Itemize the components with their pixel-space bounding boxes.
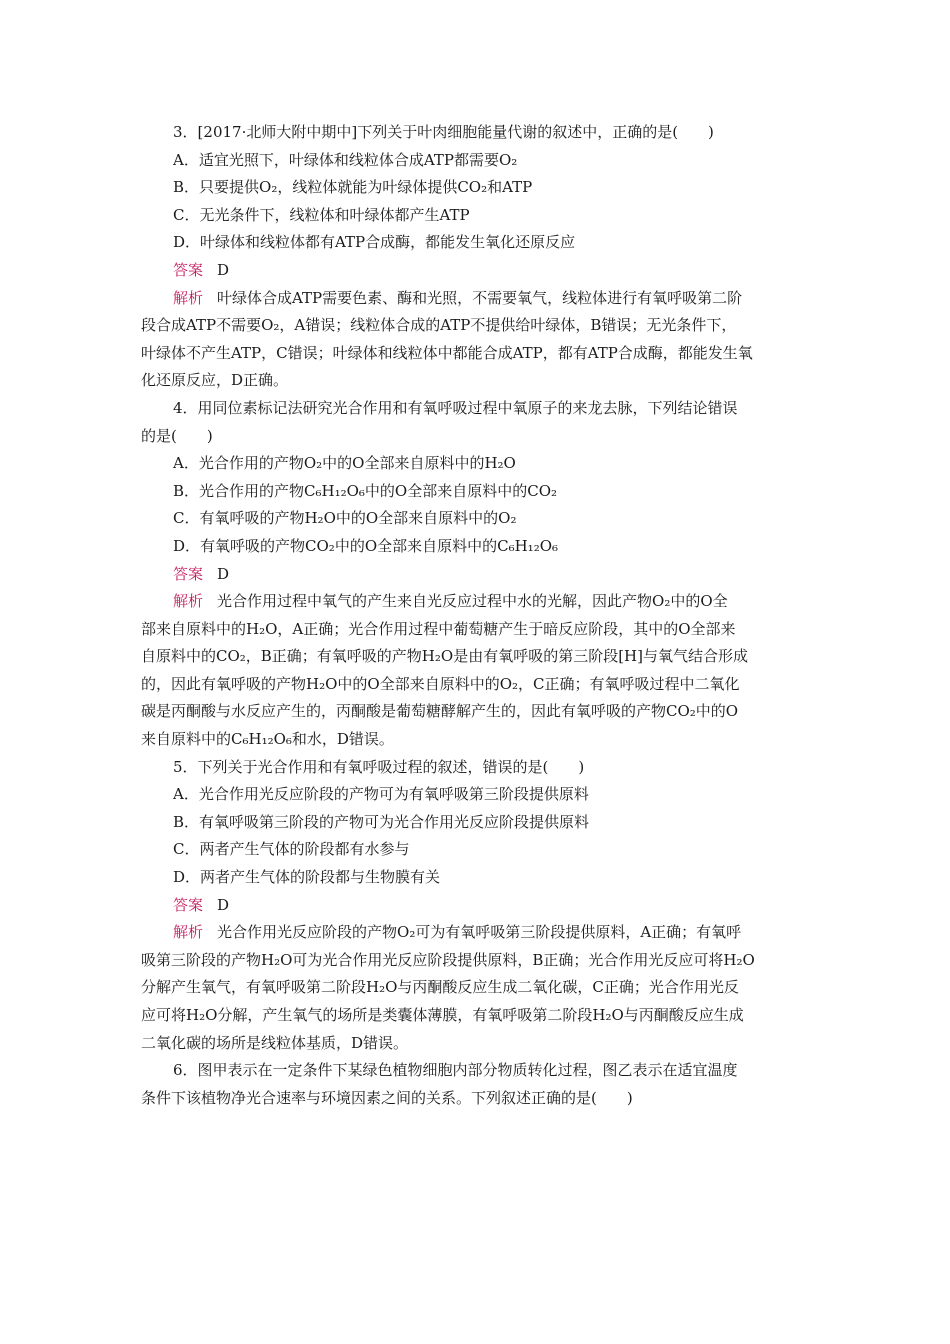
option-d: D．有氧呼吸的产物CO₂中的O全部来自原料中的C₆H₁₂O₆ xyxy=(173,536,559,555)
answer-line xyxy=(141,257,811,285)
answer-value: D xyxy=(217,895,230,914)
page-content xyxy=(141,119,811,1112)
question-3 xyxy=(141,119,811,395)
analysis-text: 化还原反应，D正确。 xyxy=(141,371,289,390)
analysis-text: 自原料中的CO₂，B正确；有氧呼吸的产物H₂O是由有氧呼吸的第三阶段[H]与氧气结合形成 xyxy=(141,647,748,666)
answer-label: 答案 xyxy=(173,260,204,279)
option-a: A．光合作用的产物O₂中的O全部来自原料中的H₂O xyxy=(173,454,516,473)
analysis-line xyxy=(141,285,811,313)
question-stem: 的是( ) xyxy=(141,426,213,445)
analysis-label: 解析 xyxy=(173,923,204,942)
question-stem: 4．用同位素标记法研究光合作用和有氧呼吸过程中氧原子的来龙去脉，下列结论错误 xyxy=(173,398,738,417)
question-stem: 条件下该植物净光合速率与环境因素之间的关系。下列叙述正确的是( ) xyxy=(141,1088,633,1107)
option-c: C．两者产生气体的阶段都有水参与 xyxy=(173,840,410,859)
analysis-text: 二氧化碳的场所是线粒体基质，D错误。 xyxy=(141,1033,409,1052)
option-a: A．适宜光照下，叶绿体和线粒体合成ATP都需要O₂ xyxy=(173,150,518,169)
option-b: B．有氧呼吸第三阶段的产物可为光合作用光反应阶段提供原料 xyxy=(173,812,590,831)
option-d: D．两者产生气体的阶段都与生物膜有关 xyxy=(173,868,441,887)
question-stem: 6．图甲表示在一定条件下某绿色植物细胞内部分物质转化过程，图乙表示在适宜温度 xyxy=(173,1061,738,1080)
analysis-text: 应可将H₂O分解，产生氧气的场所是类囊体薄膜，有氧呼吸第二阶段H₂O与丙酮酸反应生成 xyxy=(141,1006,744,1024)
question-stem: 3．[2017·北师大附中期中]下列关于叶肉细胞能量代谢的叙述中，正确的是( ) xyxy=(173,123,714,141)
analysis-text: 光合作用光反应阶段的产物O₂可为有氧呼吸第三阶段提供原料，A正确；有氧呼 xyxy=(217,923,742,942)
answer-line xyxy=(141,561,811,589)
question-6 xyxy=(141,1057,811,1112)
answer-line xyxy=(141,892,811,920)
analysis-text: 碳是丙酮酸与水反应产生的，丙酮酸是葡萄糖酵解产生的，因此有氧呼吸的产物CO₂中的O xyxy=(141,702,739,721)
analysis-text: 的，因此有氧呼吸的产物H₂O中的O全部来自原料中的O₂，C正确；有氧呼吸过程中二氧化 xyxy=(141,674,740,693)
analysis-text: 叶绿体不产生ATP，C错误；叶绿体和线粒体中都能合成ATP，都有ATP合成酶，都能发生氧 xyxy=(141,343,753,362)
analysis-text: 段合成ATP不需要O₂，A错误；线粒体合成的ATP不提供给叶绿体，B错误；无光条件下， xyxy=(141,316,737,335)
answer-value: D xyxy=(217,564,230,583)
option-b: B．只要提供O₂，线粒体就能为叶绿体提供CO₂和ATP xyxy=(173,178,533,197)
analysis-line xyxy=(141,919,811,947)
analysis-line xyxy=(141,588,811,616)
option-b: B．光合作用的产物C₆H₁₂O₆中的O全部来自原料中的CO₂ xyxy=(173,481,558,500)
option-d: D．叶绿体和线粒体都有ATP合成酶，都能发生氧化还原反应 xyxy=(173,233,576,252)
option-c: C．有氧呼吸的产物H₂O中的O全部来自原料中的O₂ xyxy=(173,509,517,528)
question-5 xyxy=(141,754,811,1058)
analysis-text: 光合作用过程中氧气的产生来自光反应过程中水的光解，因此产物O₂中的O全 xyxy=(217,592,728,611)
analysis-text: 吸第三阶段的产物H₂O可为光合作用光反应阶段提供原料，B正确；光合作用光反应可将H₂O xyxy=(141,950,755,969)
analysis-text: 部来自原料中的H₂O，A正确；光合作用过程中葡萄糖产生于暗反应阶段，其中的O全部来 xyxy=(141,619,736,638)
answer-label: 答案 xyxy=(173,895,204,914)
analysis-text: 分解产生氧气，有氧呼吸第二阶段H₂O与丙酮酸反应生成二氧化碳，C正确；光合作用光反 xyxy=(141,978,739,997)
answer-value: D xyxy=(217,260,230,279)
analysis-text: 来自原料中的C₆H₁₂O₆和水，D错误。 xyxy=(141,730,394,749)
question-4 xyxy=(141,395,811,754)
analysis-label: 解析 xyxy=(173,288,204,307)
option-c: C．无光条件下，线粒体和叶绿体都产生ATP xyxy=(173,205,470,224)
analysis-text: 叶绿体合成ATP需要色素、酶和光照，不需要氧气，线粒体进行有氧呼吸第二阶 xyxy=(217,288,743,307)
analysis-label: 解析 xyxy=(173,592,204,611)
option-a: A．光合作用光反应阶段的产物可为有氧呼吸第三阶段提供原料 xyxy=(173,785,589,804)
answer-label: 答案 xyxy=(173,564,204,583)
question-stem: 5．下列关于光合作用和有氧呼吸过程的叙述，错误的是( ) xyxy=(173,757,585,776)
